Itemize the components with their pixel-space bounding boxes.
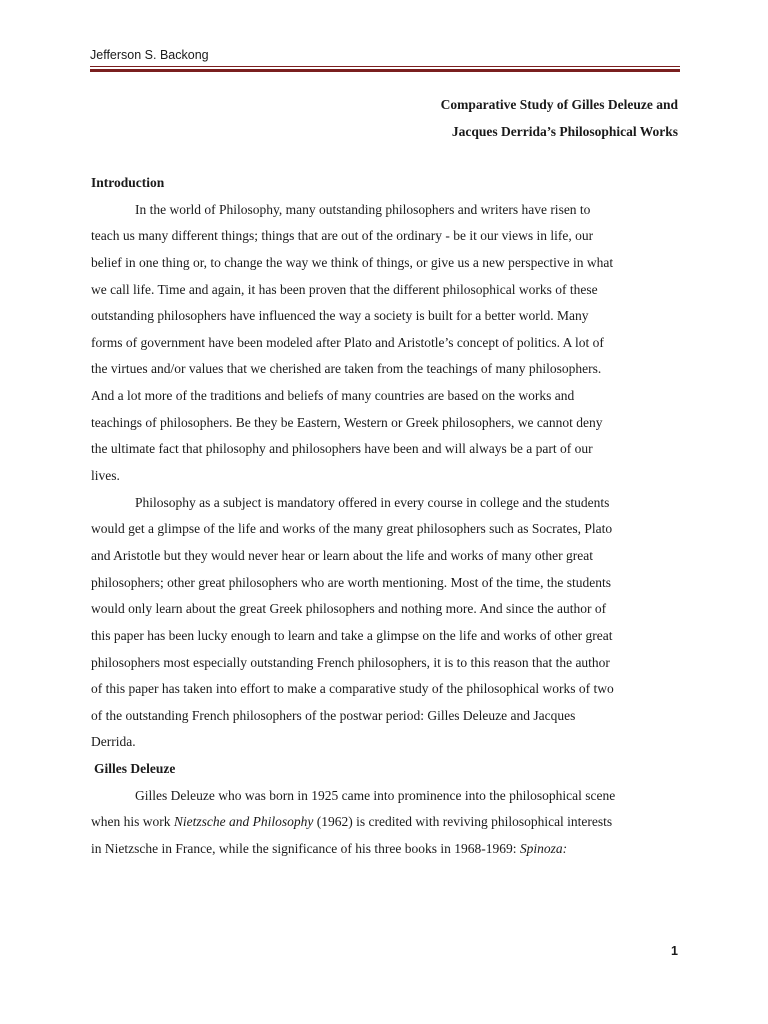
header-rule-thin [90, 66, 680, 67]
paper-title [441, 92, 678, 145]
body-text [91, 170, 683, 863]
paragraph-2-line: philosophers most especially outstanding French philosophers, it is to this reason that the author [91, 654, 610, 670]
paragraph-1-line: In the world of Philosophy, many outstanding philosophers and writers have risen to [135, 201, 591, 217]
text-run: (1962) is credited with reviving philosophical interests [313, 814, 613, 830]
paragraph-1-line: belief in one thing or, to change the way we think of things, or give us a new perspective in what [91, 254, 614, 270]
gilles-deleuze-heading: Gilles Deleuze [94, 761, 176, 777]
book-title-italic: Spinoza: [519, 841, 568, 857]
paragraph-1-line: forms of government have been modeled after Plato and Aristotle’s concept of politics. A lot of [91, 334, 604, 350]
text-run: in Nietzsche in France, while the significance of his three books in 1968-1969: [91, 841, 520, 857]
paragraph-2-line: and Aristotle but they would never hear or learn about the life and works of many other great [91, 547, 593, 563]
paragraph-2-line: philosophers; other great philosophers who are worth mentioning. Most of the time, the students [91, 574, 612, 590]
title-line-2: Jacques Derrida’s Philosophical Works [451, 123, 678, 139]
paragraph-3-line [91, 809, 683, 836]
title-line-1: Comparative Study of Gilles Deleuze and [440, 97, 678, 112]
paragraph-1-line: teach us many different things; things that are out of the ordinary - be it our views in life, our [91, 228, 594, 244]
paragraph-1-line: And a lot more of the traditions and beliefs of many countries are based on the works and [91, 388, 575, 404]
text-run: when his work [91, 814, 174, 830]
paragraph-1-line: we call life. Time and again, it has been proven that the different philosophical works of these [91, 281, 598, 297]
paragraph-1-line: the ultimate fact that philosophy and philosophers have been and will always be a part of our [91, 441, 593, 457]
paragraph-2-line: would only learn about the great Greek philosophers and nothing more. And since the author of [91, 601, 607, 617]
paragraph-2-line: this paper has been lucky enough to learn and take a glimpse on the life and works of other great [91, 627, 613, 643]
paragraph-1-line: the virtues and/or values that we cherished are taken from the teachings of many philosophers. [91, 361, 602, 377]
paragraph-3-line [91, 836, 683, 863]
paragraph-2-line: would get a glimpse of the life and works of the many great philosophers such as Socrates, Plato [91, 521, 613, 537]
page-number: 1 [671, 944, 678, 958]
paragraph-1-line: outstanding philosophers have influenced the way a society is built for a better world. Many [91, 308, 589, 324]
paragraph-2-line: of this paper has taken into effort to make a comparative study of the philosophical works of two [91, 681, 614, 697]
header-author: Jefferson S. Backong [90, 48, 209, 62]
paragraph-1-line: lives. [91, 468, 120, 484]
paragraph-3-line: Gilles Deleuze who was born in 1925 came into prominence into the philosophical scene [135, 787, 616, 803]
header-rule-thick [90, 69, 680, 72]
paragraph-1-line: teachings of philosophers. Be they be Eastern, Western or Greek philosophers, we cannot deny [91, 414, 603, 430]
introduction-heading: Introduction [91, 175, 165, 190]
paragraph-2-line: Philosophy as a subject is mandatory offered in every course in college and the students [135, 494, 610, 510]
paragraph-2-line: of the outstanding French philosophers of the postwar period: Gilles Deleuze and Jacques [91, 707, 576, 723]
book-title-italic: Nietzsche and Philosophy [173, 814, 314, 830]
paragraph-2-line: Derrida. [91, 734, 136, 750]
